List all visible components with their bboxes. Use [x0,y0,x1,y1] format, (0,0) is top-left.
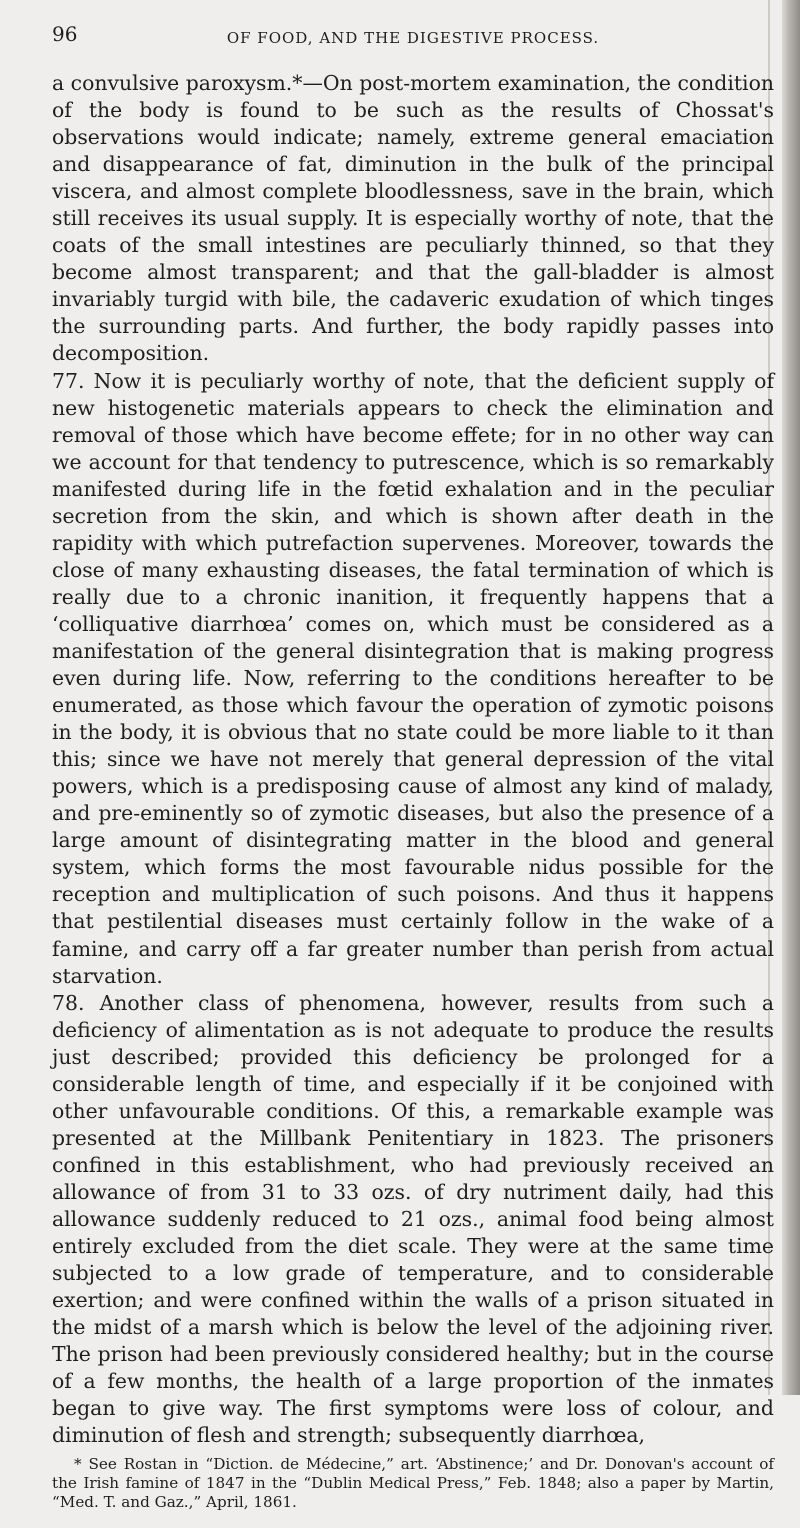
running-head [52,22,774,62]
paragraph-78: 78. Another class of phenomena, however, results from such a deficiency of alimentation as is not adequate to produce the results just described; provided this deficiency be prolonged for a considerable length of time, and especially if it be conjoined with other unfavourable conditions. Of this, a remarkable example was presented at the Millbank Penitentiary in 1823. The prisoners confined in this establishment, who had previously received an allowance of from 31 to 33 ozs. of dry nutriment daily, had this allowance suddenly reduced to 21 ozs., animal food being almost entirely excluded from the diet scale. They were at the same time subjected to a low grade of temperature, and to considerable exertion; and were confined within the walls of a prison situated in the midst of a marsh which is below the level of the adjoining river. The prison had been previously considered healthy; but in the course of a few months, the health of a large proportion of the inmates began to give way. The first symptoms were loss of colour, and diminution of flesh and strength; subsequently diarrhœa, [52,990,774,1448]
paragraph-continuation: a convulsive paroxysm.*—On post-mortem examination, the condition of the body is found to be such as the results of Chossat's observations would indicate; namely, extreme general emaciation and disappearance of fat, diminution in the bulk of the principal viscera, and almost complete bloodlessness, save in the brain, which still receives its usual supply. It is especially worthy of note, that the coats of the small intestines are peculiarly thinned, so that they become almost transparent; and that the gall-bladder is almost invariably turgid with bile, the cadaveric exudation of which tinges the surrounding parts. And further, the body rapidly passes into decomposition. [52,71,774,366]
running-title: OF FOOD, AND THE DIGESTIVE PROCESS. [226,29,600,47]
paragraph-77: 77. Now it is peculiarly worthy of note, that the deficient supply of new histogenetic materials appears to check the elimination and removal of those which have become effete; for in no other way can we account for that tendency to putrescence, which is so remarkably manifested during life in the fœtid exhalation and in the peculiar secretion from the skin, and which is shown after death in the rapidity with which putrefaction supervenes. Moreover, towards the close of many exhausting diseases, the fatal termination of which is really due to a chronic inanition, it frequently happens that a ‘colliquative diarrhœa’ comes on, which must be considered as a manifestation of the general disintegration that is making progress even during life. Now, referring to the conditions hereafter to be enumerated, as those which favour the operation of zymotic poisons in the body, it is obvious that no state could be more liable to it than this; since we have not merely that general depression of the vital powers, which is a predisposing cause of almost any kind of malady, and pre-eminently so of zymotic diseases, but also the presence of a large amount of disintegrating matter in the blood and general system, which forms the most favourable nidus possible for the reception and multiplication of such poisons. And thus it happens that pestilential diseases must certainly follow in the wake of a famine, and carry off a far greater number than perish from actual starvation. [52,368,774,988]
book-page [52,22,774,1528]
page-edge-shadow [782,0,800,1395]
page-number: 96 [52,22,78,46]
footnote: * See Rostan in “Diction. de Médecine,” art. ‘Abstinence;’ and Dr. Donovan's account of the Irish famine of 1847 in the “Dublin Medical Press,” Feb. 1848; also a paper by Martin, “Med. T. and Gaz.,” April, 1861. [52,1455,774,1512]
body-text [52,70,774,1449]
